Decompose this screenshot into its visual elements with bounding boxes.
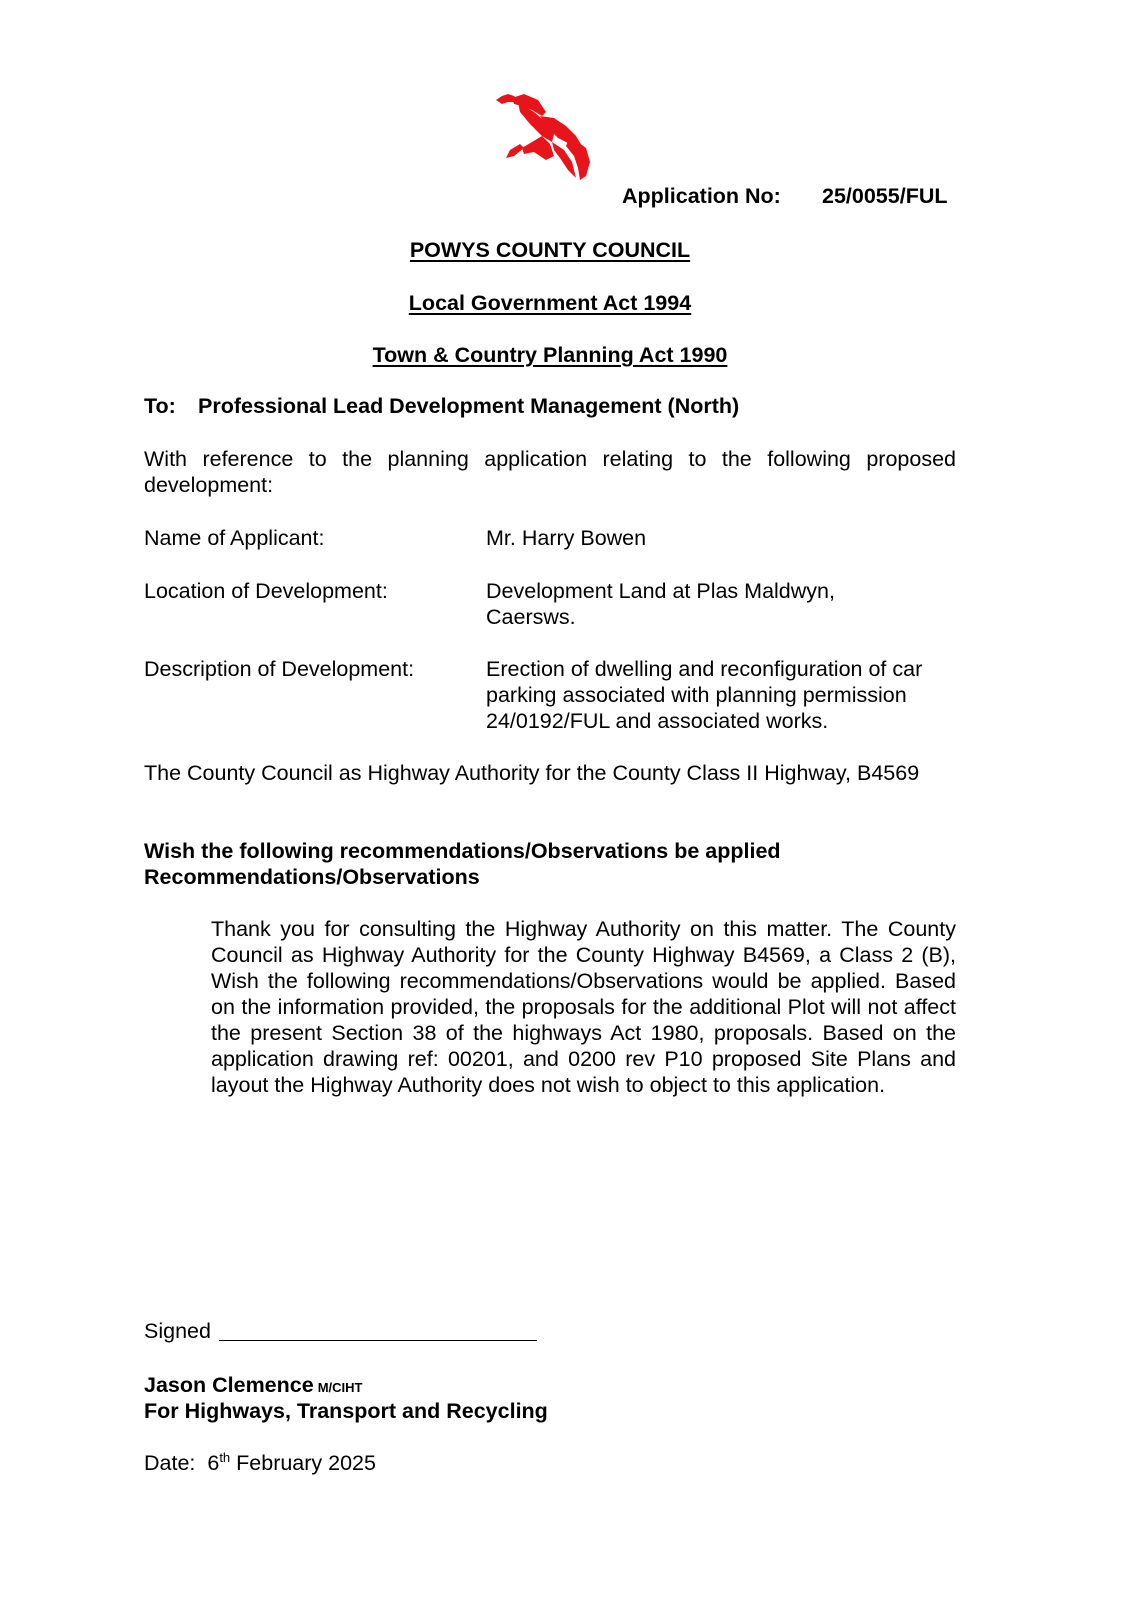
location-value <box>486 578 966 630</box>
signer-name: Jason Clemence <box>144 1373 314 1397</box>
act-heading-1-text: Local Government Act 1994 <box>408 291 692 315</box>
date-month-year: February 2025 <box>236 1451 376 1475</box>
signed-label: Signed <box>144 1319 211 1343</box>
recommendations-heading-line-1: Wish the following recommendations/Observations be applied <box>144 839 781 863</box>
application-number: 25/0055/FUL <box>822 184 948 208</box>
date-row <box>144 1450 376 1476</box>
applicant-label: Name of Applicant: <box>144 526 325 550</box>
act-heading-1 <box>0 290 1100 316</box>
signature-row <box>144 1318 537 1344</box>
signer-department: For Highways, Transport and Recycling <box>144 1399 548 1423</box>
intro-paragraph: With reference to the planning application relating to the following proposed development: <box>144 447 956 497</box>
red-kite-icon <box>494 90 594 186</box>
council-heading <box>0 237 1100 263</box>
description-value: Erection of dwelling and reconfiguration of car parking associated with planning permission 24/0192/FUL and associated works. <box>486 657 923 733</box>
recommendations-heading-line-2: Recommendations/Observations <box>144 865 480 889</box>
recipient-value: Professional Lead Development Management (North) <box>198 394 740 418</box>
signer-block <box>144 1372 362 1401</box>
location-line-2: Caersws. <box>486 605 576 629</box>
signer-qualification: M/CIHT <box>317 1380 363 1395</box>
act-heading-2-text: Town & Country Planning Act 1990 <box>372 343 728 367</box>
location-label: Location of Development: <box>144 579 388 603</box>
recipient-label: To: <box>144 394 176 418</box>
applicant-value: Mr. Harry Bowen <box>486 526 647 550</box>
date-day: 6 <box>207 1451 220 1475</box>
council-heading-text: POWYS COUNTY COUNCIL <box>409 238 691 262</box>
recommendations-heading <box>144 838 956 890</box>
application-number-label: Application No: <box>622 184 781 208</box>
location-line-1: Development Land at Plas Maldwyn, <box>486 579 835 603</box>
date-day-suffix: th <box>219 1449 231 1465</box>
description-label: Description of Development: <box>144 657 415 681</box>
date-label: Date: <box>144 1451 196 1475</box>
signature-line <box>219 1318 537 1341</box>
observations-paragraph: Thank you for consulting the Highway Authority on this matter. The County Council as Highway Authority for the County Highway B4569, a Class 2 (B), Wish the following recommendations/Observations would be applied. Based on the information provided, the proposals for the additional Plot will not affect the present Section 38 of the highways Act 1980, proposals. Based on the application drawing ref: 00201, and 0200 rev P10 proposed Site Plans and layout the Highway Authority does not wish to object to this application. <box>211 917 956 1097</box>
act-heading-2 <box>0 342 1100 368</box>
authority-statement: The County Council as Highway Authority for the County Class II Highway, B4569 <box>144 761 920 785</box>
